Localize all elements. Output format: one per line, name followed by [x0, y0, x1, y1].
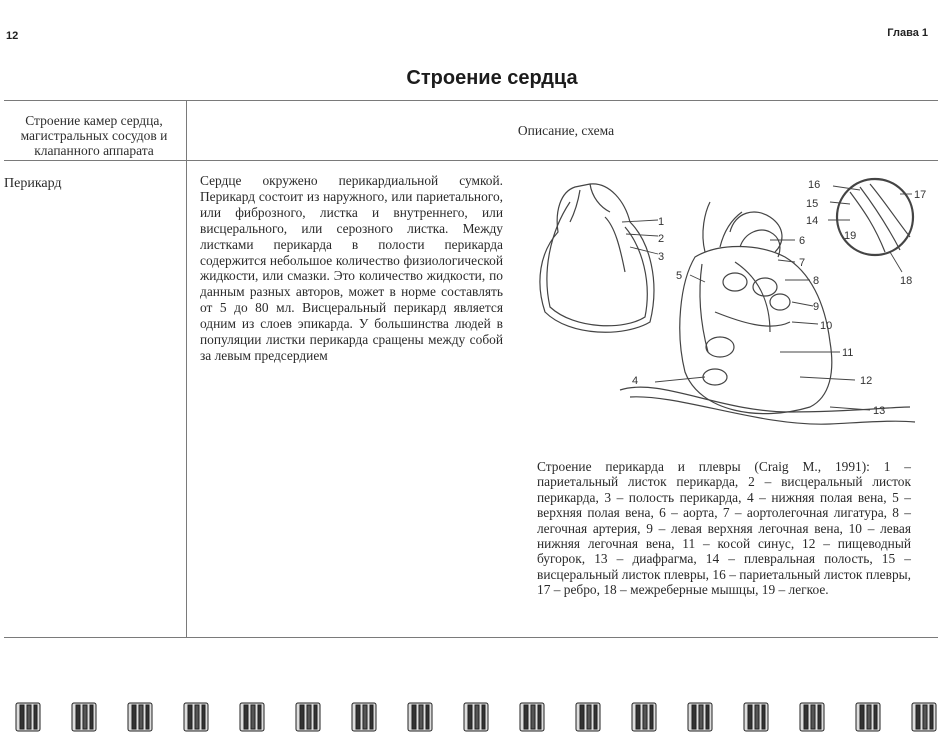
figure-label-3: 3 — [658, 251, 665, 263]
page-title: Строение сердца — [406, 67, 578, 89]
figure-label-10: 10 — [820, 320, 833, 332]
figure-caption: Строение перикарда и плевры (Craig M., 1991): 1 – париетальный листок перикарда, 2 – висцеральный листок перикарда, 3 – полость перикарда, 4 – нижняя полая вена, 5 – верхняя полая вена, 6 – аорта, 7 – аортолегочная лигатура, 8 – легочная артерия, 9 – левая верхняя легочная вена, 10 – левая нижняя легочная вена, 11 – косой синус, 12 – пищеводный бугорок, 13 – диафрагма, 14 – плевральная полость, 15 – висцеральный листок плевры, 16 – париетальный листок плевры, 17 – ребро, 18 – межреберные мышцы, 19 – легкое. — [537, 459, 911, 598]
figure-label-1: 1 — [658, 216, 665, 228]
figure-label-17: 17 — [914, 189, 927, 201]
figure-label-15: 15 — [806, 198, 819, 210]
chapter-label: Глава 1 — [887, 27, 928, 39]
binding-rings — [0, 697, 944, 732]
page-number: 12 — [6, 30, 19, 42]
heart-diagram — [530, 172, 944, 442]
figure-label-4: 4 — [632, 375, 639, 387]
heart-pericardium-figure — [530, 172, 944, 442]
figure-label-19: 19 — [844, 230, 857, 242]
figure-label-11: 11 — [842, 347, 854, 359]
pericardium-description: Сердце окружено перикардиальной сумкой. Перикард состоит из наружного, или париетального, или фиброзного, листка и внутреннего, или висцерального, или серозного листка. Между листками перикарда в полости перикарда содержится небольшое количество физиологической жидкости, или смазки. Это количество жидкости, по данным разных авторов, может в норме составлять от 5 до 80 мл. Висцеральный перикард является одним из слоев эпикарда. У большинства людей в популяции листки перикарда сращены между собой за левым предсердием — [200, 173, 503, 363]
figure-label-8: 8 — [813, 275, 820, 287]
column-header-structure: Строение камер сердца, магистральных сосудов и клапанного аппарата — [20, 113, 168, 158]
figure-label-12: 12 — [860, 375, 873, 387]
figure-label-2: 2 — [658, 233, 665, 245]
figure-label-5: 5 — [676, 270, 683, 282]
figure-label-13: 13 — [873, 405, 886, 417]
figure-label-18: 18 — [900, 275, 913, 287]
column-header-description: Описание, схема — [517, 123, 615, 138]
table-header-rule — [4, 160, 938, 161]
table-column-divider — [186, 100, 187, 638]
figure-label-7: 7 — [799, 257, 806, 269]
figure-label-9: 9 — [813, 301, 820, 313]
spiral-binding — [0, 697, 944, 732]
figure-label-14: 14 — [806, 215, 819, 227]
figure-label-6: 6 — [799, 235, 806, 247]
table-bottom-rule — [4, 637, 938, 638]
row-label-pericardium: Перикард — [4, 176, 62, 191]
table-top-rule — [4, 100, 938, 101]
figure-label-16: 16 — [808, 179, 821, 191]
